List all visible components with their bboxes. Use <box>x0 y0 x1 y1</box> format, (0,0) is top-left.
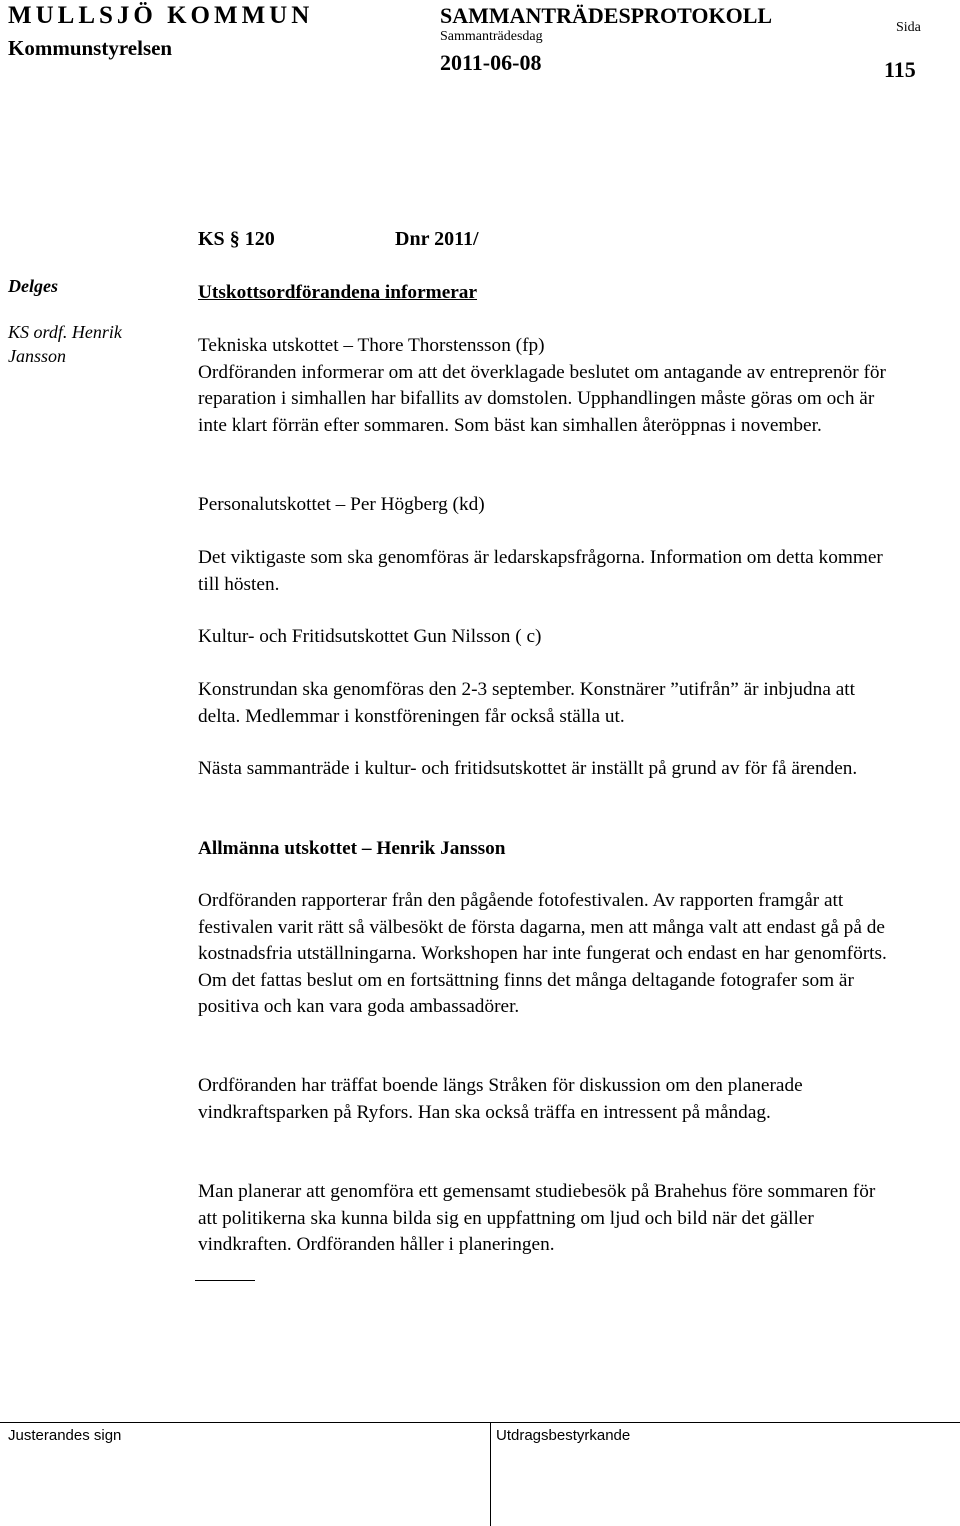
governing-body: Kommunstyrelsen <box>8 36 173 60</box>
end-rule <box>195 1280 255 1281</box>
case-prefix: KS <box>198 228 225 250</box>
signature-label: Justerandes sign <box>8 1427 122 1444</box>
allmanna-body-2: Ordföranden har träffat boende längs Stråken för diskussion om den planerade vindkraftsparken på Ryfors. Han ska också träffa en intressent på måndag. <box>198 1075 803 1123</box>
certification-label: Utdragsbestyrkande <box>496 1427 631 1444</box>
personal-body: Det viktigaste som ska genomföras är ledarskapsfrågorna. Information om detta kommer till hösten. <box>198 547 883 595</box>
allmanna-body-1a: Ordföranden rapporterar från den pågående fotofestivalen. Av rapporten framgår att festivalen varit rätt så välbesökt de första dagarna, men att många valt att endast gå på de kostnadsfria utställningarna. Workshopen har inte fungerat och endast en har genomförts. <box>198 890 887 964</box>
allmanna-body-3: Man planerar att genomföra ett gemensamt studiebesök på Brahehus före sommaren för att politikerna ska kunna bilda sig en uppfattning om ljud och bild när det gäller vindkraften. Ordföranden håller i planeringen. <box>198 1181 876 1255</box>
distribution-heading: Delges <box>8 276 58 296</box>
kultur-body-2: Nästa sammanträde i kultur- och fritidsutskottet är inställt på grund av för få ärenden. <box>198 758 858 779</box>
section-number: 120 <box>244 228 275 250</box>
dnr: Dnr 2011/ <box>395 228 479 250</box>
item-title: Utskottsordförandena informerar <box>198 282 478 303</box>
footer-divider <box>0 1422 960 1423</box>
footer-split <box>490 1422 491 1526</box>
organization-name: MULLSJÖ KOMMUN <box>8 2 314 29</box>
allmanna-body-1b: Om det fattas beslut om en fortsättning finns det många deltagande fotografer som är positiva och kan vara goda ambassadörer. <box>198 969 854 1017</box>
meeting-date: 2011-06-08 <box>440 50 542 75</box>
tekniska-heading: Tekniska utskottet – Thore Thorstensson (fp) <box>198 335 545 356</box>
meeting-date-label: Sammanträdesdag <box>440 29 543 44</box>
section-sign: § <box>229 228 240 250</box>
kultur-heading: Kultur- och Fritidsutskottet Gun Nilsson ( c) <box>198 626 542 647</box>
document-title: SAMMANTRÄDESPROTOKOLL <box>440 3 773 28</box>
kultur-body-1: Konstrundan ska genomföras den 2-3 september. Konstnärer ”utifrån” är inbjudna att delta. Medlemmar i konstföreningen får också ställa ut. <box>198 679 855 727</box>
page-label: Sida <box>896 20 921 35</box>
distribution-recipients: KS ordf. Henrik Jansson <box>8 322 122 366</box>
allmanna-body-1 <box>198 888 898 1021</box>
allmanna-heading: Allmänna utskottet – Henrik Jansson <box>198 838 506 859</box>
tekniska-section <box>198 333 898 439</box>
case-number <box>198 228 275 251</box>
tekniska-body: Ordföranden informerar om att det överklagade beslutet om antagande av entreprenör för reparation i simhallen har bifallits av domstolen. Upphandlingen måste göras om och är inte klart förrän efter sommaren. Som bäst kan simhallen återöppnas i november. <box>198 361 886 436</box>
page-number: 115 <box>884 57 916 82</box>
personal-heading: Personalutskottet – Per Högberg (kd) <box>198 494 485 515</box>
